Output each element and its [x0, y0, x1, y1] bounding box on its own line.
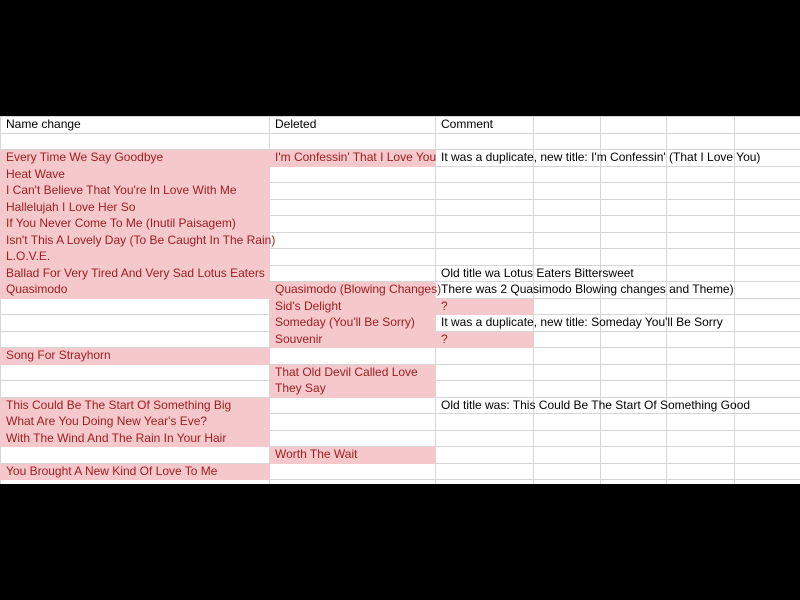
cell-name-change[interactable]: Isn't This A Lovely Day (To Be Caught In The Rain) [1, 232, 270, 249]
sheet-grid [0, 116, 800, 484]
cell-empty[interactable] [735, 133, 800, 150]
cell-name-change[interactable]: What Are You Doing New Year's Eve? [1, 414, 270, 431]
cell-name-change[interactable] [1, 331, 270, 348]
cell-deleted[interactable] [270, 199, 436, 216]
table-row [1, 232, 800, 249]
cell-comment[interactable] [436, 183, 534, 200]
cell-empty[interactable] [534, 381, 601, 398]
cell-empty[interactable] [735, 183, 800, 200]
cell-comment[interactable] [436, 133, 534, 150]
cell-name-change[interactable] [1, 447, 270, 464]
cell-empty[interactable] [534, 430, 601, 447]
cell-empty[interactable] [601, 447, 667, 464]
cell-empty[interactable] [534, 232, 601, 249]
cell-empty[interactable] [534, 447, 601, 464]
cell-name-change[interactable]: Hallelujah I Love Her So [1, 199, 270, 216]
header-row [1, 117, 800, 134]
cell-empty[interactable] [601, 331, 667, 348]
cell-empty[interactable] [667, 463, 735, 480]
cell-deleted[interactable]: Someday (You'll Be Sorry) [270, 315, 436, 332]
cell-deleted[interactable] [270, 133, 436, 150]
cell-empty[interactable] [667, 265, 735, 282]
cell-name-change[interactable]: I Can't Believe That You're In Love With Me [1, 183, 270, 200]
cell-name-change[interactable] [1, 315, 270, 332]
cell-empty[interactable] [667, 480, 735, 485]
grid-body [1, 117, 800, 485]
cell-deleted[interactable] [270, 166, 436, 183]
table-row [1, 381, 800, 398]
cell-deleted[interactable] [270, 480, 436, 485]
cell-comment[interactable] [436, 381, 534, 398]
cell-empty[interactable] [667, 183, 735, 200]
cell-empty[interactable] [534, 216, 601, 233]
cell-empty[interactable] [667, 447, 735, 464]
cell-empty[interactable] [534, 364, 601, 381]
cell-deleted[interactable] [270, 232, 436, 249]
cell-empty[interactable] [667, 216, 735, 233]
table-row [1, 265, 800, 282]
table-row [1, 150, 800, 167]
cell-empty[interactable] [601, 348, 667, 365]
cell-comment[interactable] [436, 480, 534, 485]
cell-empty[interactable] [735, 348, 800, 365]
cell-empty[interactable] [601, 480, 667, 485]
cell-name-change[interactable]: Song For Strayhorn [1, 348, 270, 365]
cell-deleted[interactable]: I'm Confessin' That I Love You [270, 150, 436, 167]
table-row [1, 282, 800, 299]
cell-deleted[interactable]: Sid's Delight [270, 298, 436, 315]
cell-deleted[interactable] [270, 348, 436, 365]
cell-comment[interactable] [436, 430, 534, 447]
cell-name-change[interactable] [1, 133, 270, 150]
cell-empty[interactable] [534, 249, 601, 266]
cell-empty[interactable] [735, 331, 800, 348]
cell-empty[interactable] [667, 166, 735, 183]
cell-empty[interactable] [735, 315, 800, 332]
cell-empty[interactable] [601, 414, 667, 431]
cell-comment[interactable] [436, 216, 534, 233]
table-row [1, 199, 800, 216]
cell-deleted[interactable] [270, 249, 436, 266]
cell-deleted[interactable]: Quasimodo (Blowing Changes) [270, 282, 436, 299]
cell-deleted[interactable] [270, 414, 436, 431]
header-comment[interactable]: Comment [436, 117, 534, 134]
cell-empty[interactable] [534, 199, 601, 216]
cell-empty[interactable] [735, 298, 800, 315]
cell-empty[interactable] [667, 364, 735, 381]
cell-name-change[interactable]: If You Never Come To Me (Inutil Paisagem) [1, 216, 270, 233]
table-row [1, 463, 800, 480]
cell-empty[interactable] [667, 199, 735, 216]
cell-empty[interactable] [735, 249, 800, 266]
cell-empty[interactable] [667, 430, 735, 447]
cell-empty[interactable] [735, 480, 800, 485]
table-row [1, 331, 800, 348]
cell-empty[interactable] [667, 249, 735, 266]
cell-deleted[interactable] [270, 265, 436, 282]
cell-empty[interactable] [534, 298, 601, 315]
table-row [1, 414, 800, 431]
cell-comment[interactable]: ? [436, 331, 534, 348]
cell-empty[interactable] [601, 430, 667, 447]
cell-empty[interactable] [601, 117, 667, 134]
cell-name-change[interactable] [1, 298, 270, 315]
cell-comment[interactable] [436, 447, 534, 464]
cell-empty[interactable] [735, 381, 800, 398]
cell-empty[interactable] [667, 117, 735, 134]
cell-deleted[interactable] [270, 183, 436, 200]
cell-comment[interactable] [436, 199, 534, 216]
cell-empty[interactable] [534, 414, 601, 431]
table-row [1, 183, 800, 200]
cell-empty[interactable] [601, 166, 667, 183]
cell-empty[interactable] [735, 199, 800, 216]
cell-name-change[interactable]: With The Wind And The Rain In Your Hair [1, 430, 270, 447]
cell-comment[interactable] [436, 348, 534, 365]
cell-deleted[interactable] [270, 463, 436, 480]
cell-deleted[interactable]: Souvenir [270, 331, 436, 348]
spreadsheet [0, 116, 800, 484]
table-row [1, 298, 800, 315]
cell-name-change[interactable] [1, 480, 270, 485]
cell-empty[interactable] [667, 381, 735, 398]
cell-empty[interactable] [735, 447, 800, 464]
cell-empty[interactable] [735, 166, 800, 183]
cell-deleted[interactable]: That Old Devil Called Love [270, 364, 436, 381]
cell-comment[interactable]: It was a duplicate, new title: I'm Confessin' (That I Love You) [436, 150, 534, 167]
cell-comment[interactable]: ? [436, 298, 534, 315]
cell-comment[interactable] [436, 249, 534, 266]
cell-deleted[interactable] [270, 430, 436, 447]
table-row [1, 133, 800, 150]
cell-empty[interactable] [735, 265, 800, 282]
cell-name-change[interactable]: You Brought A New Kind Of Love To Me [1, 463, 270, 480]
table-row [1, 216, 800, 233]
cell-empty[interactable] [601, 199, 667, 216]
cell-comment[interactable]: Old title was: This Could Be The Start Of Something Good [436, 397, 534, 414]
cell-name-change[interactable]: Ballad For Very Tired And Very Sad Lotus Eaters [1, 265, 270, 282]
cell-comment[interactable]: There was 2 Quasimodo Blowing changes and Theme) [436, 282, 534, 299]
cell-comment[interactable] [436, 414, 534, 431]
cell-deleted[interactable] [270, 216, 436, 233]
cell-name-change[interactable] [1, 381, 270, 398]
cell-comment[interactable]: It was a duplicate, new title: Someday You'll Be Sorry [436, 315, 534, 332]
cell-name-change[interactable]: This Could Be The Start Of Something Big [1, 397, 270, 414]
cell-empty[interactable] [534, 183, 601, 200]
cell-empty[interactable] [735, 232, 800, 249]
cell-empty[interactable] [601, 183, 667, 200]
table-row [1, 249, 800, 266]
cell-empty[interactable] [735, 364, 800, 381]
cell-empty[interactable] [534, 331, 601, 348]
cell-empty[interactable] [667, 232, 735, 249]
header-deleted[interactable]: Deleted [270, 117, 436, 134]
cell-empty[interactable] [601, 298, 667, 315]
cell-empty[interactable] [735, 414, 800, 431]
table-row [1, 364, 800, 381]
cell-empty[interactable] [735, 216, 800, 233]
cell-empty[interactable] [667, 298, 735, 315]
cell-name-change[interactable]: L.O.V.E. [1, 249, 270, 266]
cell-empty[interactable] [534, 463, 601, 480]
cell-empty[interactable] [667, 331, 735, 348]
cell-empty[interactable] [735, 463, 800, 480]
header-name-change[interactable]: Name change [1, 117, 270, 134]
cell-empty[interactable] [735, 430, 800, 447]
cell-empty[interactable] [534, 166, 601, 183]
cell-comment[interactable] [436, 166, 534, 183]
table-row [1, 397, 800, 414]
cell-empty[interactable] [534, 348, 601, 365]
cell-empty[interactable] [601, 133, 667, 150]
cell-empty[interactable] [534, 133, 601, 150]
cell-empty[interactable] [601, 381, 667, 398]
cell-empty[interactable] [667, 133, 735, 150]
table-row [1, 315, 800, 332]
cell-empty[interactable] [667, 414, 735, 431]
cell-comment[interactable] [436, 364, 534, 381]
cell-empty[interactable] [601, 232, 667, 249]
cell-empty[interactable] [735, 282, 800, 299]
table-row [1, 166, 800, 183]
cell-empty[interactable] [534, 480, 601, 485]
table-row [1, 348, 800, 365]
cell-comment[interactable]: Old title wa Lotus Eaters Bittersweet [436, 265, 534, 282]
cell-empty[interactable] [735, 117, 800, 134]
cell-deleted[interactable]: They Say [270, 381, 436, 398]
cell-name-change[interactable]: Every Time We Say Goodbye [1, 150, 270, 167]
table-row [1, 480, 800, 485]
cell-empty[interactable] [601, 463, 667, 480]
cell-name-change[interactable]: Quasimodo [1, 282, 270, 299]
cell-empty[interactable] [601, 364, 667, 381]
cell-empty[interactable] [534, 117, 601, 134]
cell-empty[interactable] [601, 216, 667, 233]
cell-empty[interactable] [667, 348, 735, 365]
cell-comment[interactable] [436, 463, 534, 480]
cell-deleted[interactable]: Worth The Wait [270, 447, 436, 464]
cell-name-change[interactable]: Heat Wave [1, 166, 270, 183]
table-row [1, 430, 800, 447]
table-row [1, 447, 800, 464]
cell-deleted[interactable] [270, 397, 436, 414]
cell-comment[interactable] [436, 232, 534, 249]
cell-empty[interactable] [601, 249, 667, 266]
cell-name-change[interactable] [1, 364, 270, 381]
